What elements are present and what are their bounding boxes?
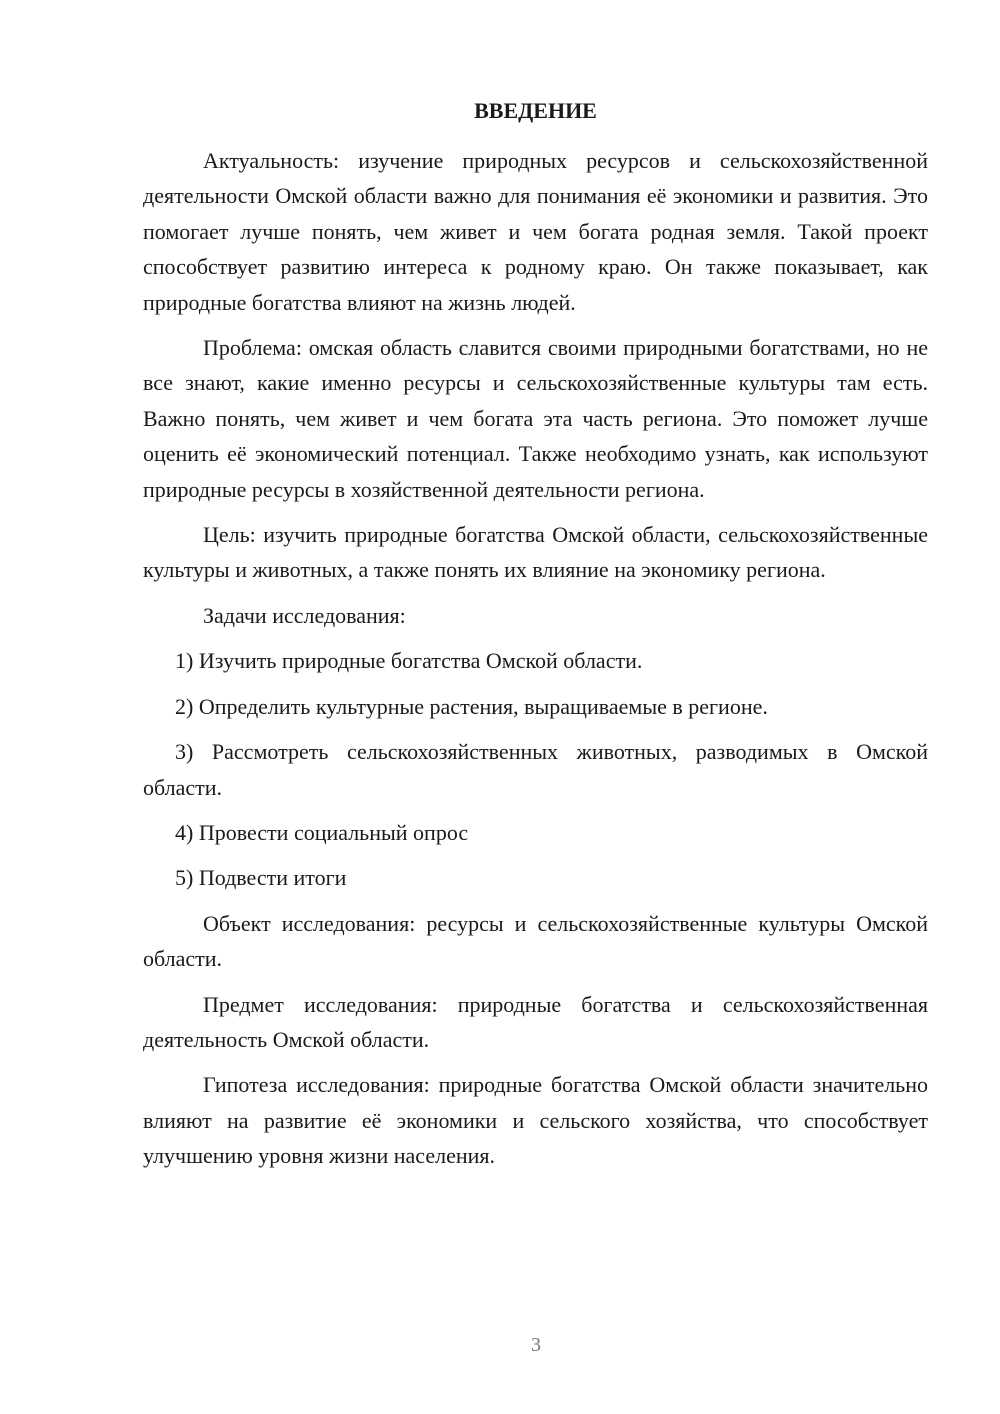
task-item-5: 5) Подвести итоги xyxy=(175,865,347,891)
tasks-title: Задачи исследования: xyxy=(203,602,406,628)
paragraph-relevance: Актуальность: изучение природных ресурсов и сельскохозяйственной деятельности Омской области важно для понимания её экономики и развития. Это помогает лучше понять, чем живет и чем богата родная земля. Такой проект способствует развитию интереса к родному краю. Он также показывает, как природные богатства влияют на жизнь людей. xyxy=(143,148,928,315)
paragraph-problem: Проблема: омская область славится своими природными богатствами, но не все знают, какие именно ресурсы и сельскохозяйственные культуры там есть. Важно понять, чем живет и чем богата эта часть региона. Это поможет лучше оценить её экономический потенциал. Также необходимо узнать, как используют природные ресурсы в хозяйственной деятельности региона. xyxy=(143,335,928,502)
task-item-3: 3) Рассмотреть сельскохозяйственных животных, разводимых в Омской области. xyxy=(143,739,928,800)
task-item-1: 1) Изучить природные богатства Омской области. xyxy=(175,648,643,674)
document-page xyxy=(143,95,928,1184)
section-heading: ВВЕДЕНИЕ xyxy=(474,98,597,123)
page-number: 3 xyxy=(531,1334,541,1356)
task-item-4: 4) Провести социальный опрос xyxy=(175,819,469,845)
paragraph-subject: Предмет исследования: природные богатства и сельскохозяйственная деятельность Омской области. xyxy=(143,991,928,1052)
task-item-2: 2) Определить культурные растения, выращиваемые в регионе. xyxy=(175,693,768,719)
paragraph-hypothesis: Гипотеза исследования: природные богатства Омской области значительно влияют на развитие её экономики и сельского хозяйства, что способствует улучшению уровня жизни населения. xyxy=(143,1072,928,1169)
paragraph-goal: Цель: изучить природные богатства Омской области, сельскохозяйственные культуры и животных, а также понять их влияние на экономику региона. xyxy=(143,522,928,583)
paragraph-object: Объект исследования: ресурсы и сельскохозяйственные культуры Омской области. xyxy=(143,910,928,972)
